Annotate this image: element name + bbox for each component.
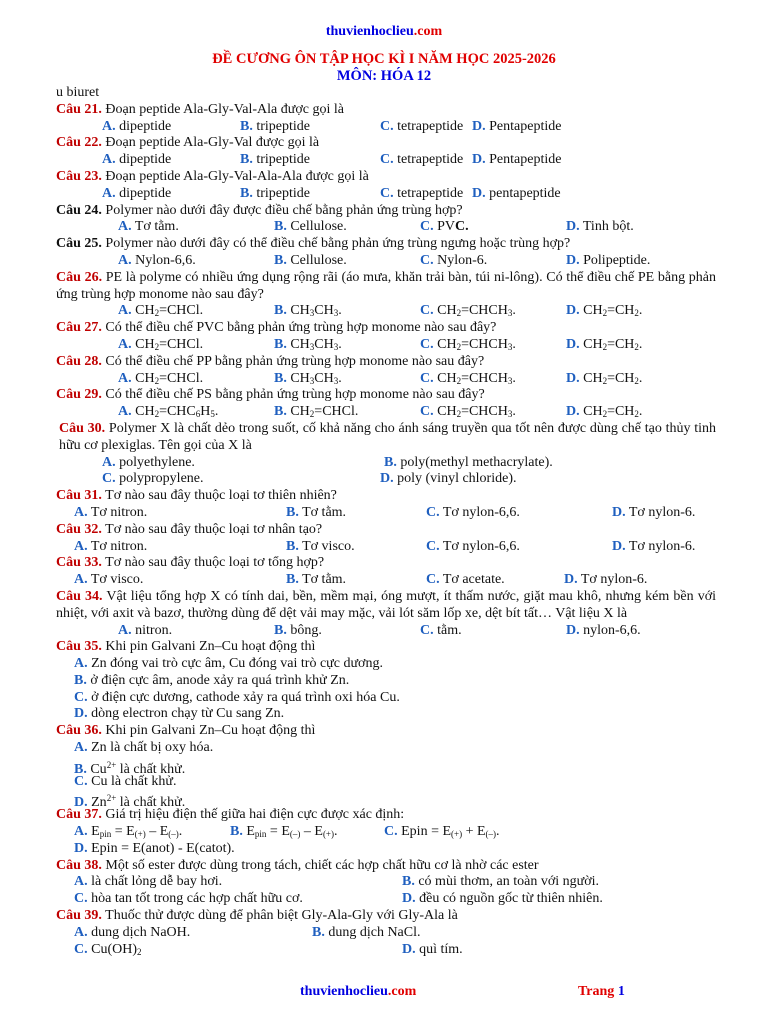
option-c: C. $Cu(OH)_2$ — [74, 941, 142, 957]
option-d: D. Tơ nylon-6. — [612, 538, 696, 554]
option-a: A. nitron. — [118, 622, 173, 638]
options-23 — [56, 186, 716, 203]
option-b: B. dung dịch NaCl. — [312, 924, 421, 940]
option-c: C. tetrapeptide — [380, 185, 464, 201]
option-b: B. có mùi thơm, an toàn với người. — [402, 874, 600, 890]
option-c: C. tetrapeptide — [380, 118, 464, 134]
question-number: Câu 31. — [56, 488, 102, 504]
question-24 — [56, 203, 716, 220]
option-b: B. poly(methyl methacrylate). — [384, 454, 553, 470]
option-a: A. $E_{pin} = E_{(+)} - E_{(-)}$. — [74, 824, 183, 840]
option-a: A. polyethylene. — [102, 454, 195, 470]
footer-site-tld: .com — [387, 984, 417, 999]
options-25 — [56, 253, 716, 270]
option-d: D. pentapeptide — [472, 185, 561, 201]
question-number: Câu 37. — [56, 807, 102, 823]
question-22 — [56, 135, 716, 152]
option-c: C. Cu là chất khử. — [74, 773, 177, 789]
options-32 — [56, 539, 716, 556]
page-label: Trang — [578, 984, 618, 999]
option-a: A. Zn là chất bị oxy hóa. — [74, 740, 214, 756]
question-34 — [56, 589, 716, 623]
question-text: Đoạn peptide Ala-Gly-Val-Ala-Ala được gọi là — [101, 168, 369, 184]
options-27 — [56, 337, 716, 354]
options-39-row2 — [56, 942, 716, 959]
options-24 — [56, 219, 716, 236]
option-d: D. Epin = E(anot) - E(catot). — [74, 840, 235, 856]
option-c: C. tằm. — [420, 622, 462, 638]
option-b: B. Tơ visco. — [286, 538, 355, 554]
option-c: C. polypropylene. — [102, 471, 204, 487]
option-a: A. dipeptide — [102, 152, 172, 168]
question-number: Câu 29. — [56, 387, 102, 403]
option-b: B. Cellulose. — [274, 252, 347, 268]
question-number: Câu 39. — [56, 908, 102, 924]
question-number: Câu 30. — [59, 420, 106, 436]
option-c: C. PVC. — [420, 219, 469, 235]
question-text: PE là polyme có nhiều ứng dụng rộng rãi (áo mưa, khăn trải bàn, túi ni-lông). Có thể điều chế PE bằng phản ứng trùng hợp monome nào sau đây? — [56, 269, 716, 302]
option-c: C. hòa tan tốt trong các hợp chất hữu cơ. — [74, 891, 303, 907]
page-number — [578, 984, 625, 1000]
options-39-row1 — [56, 925, 716, 942]
site-header[interactable] — [0, 24, 768, 40]
question-number: Câu 28. — [56, 353, 102, 369]
option-a: A. Zn đóng vai trò cực âm, Cu đóng vai trò cực dương. — [74, 656, 383, 672]
option-c: C. Epin = $E_{(+)} + E_{(-)}$. — [384, 824, 500, 840]
options-29 — [56, 404, 716, 421]
option-a: A. dung dịch NaOH. — [74, 924, 191, 940]
question-text: Tơ nào sau đây thuộc loại tơ tổng hợp? — [101, 555, 325, 571]
question-text: Khi pin Galvani Zn–Cu hoạt động thì — [101, 639, 316, 655]
document-title: ĐỀ CƯƠNG ÔN TẬP HỌC KÌ I NĂM HỌC 2025-2026 — [212, 51, 556, 67]
question-21 — [56, 102, 716, 119]
option-d: D. $Zn^{2+}$ là chất khử. — [74, 793, 186, 811]
question-39 — [56, 908, 716, 925]
option-d: D. $CH_2=CH_2$. — [566, 303, 643, 319]
option-a: A. $CH_2=CHCl$. — [118, 370, 204, 386]
question-25 — [56, 236, 716, 253]
option-a: A. $CH_2=CHCl$. — [118, 303, 204, 319]
site-footer[interactable] — [300, 984, 416, 1000]
question-30 — [56, 421, 716, 455]
question-23 — [56, 169, 716, 186]
option-d: D. poly (vinyl chloride). — [380, 471, 517, 487]
question-text: Polymer nào dưới đây được điều chế bằng phản ứng trùng hợp? — [101, 202, 463, 218]
question-number: Câu 22. — [56, 135, 102, 151]
option-b: B. $Cu^{2+}$ là chất khử. — [74, 759, 186, 777]
question-28 — [56, 354, 716, 371]
option-c: C. ở điện cực dương, cathode xảy ra quá trình oxi hóa Cu. — [74, 689, 400, 705]
option-d: D. Tơ nylon-6. — [564, 572, 648, 588]
page-number-value: 1 — [617, 984, 625, 999]
option-c: C. tetrapeptide — [380, 152, 464, 168]
option-c: C. Tơ nylon-6,6. — [426, 538, 520, 554]
option-c: C. $CH_2=CHCH_3$. — [420, 303, 516, 319]
options-37 — [56, 824, 716, 841]
question-29 — [56, 387, 716, 404]
option-a: A. dipeptide — [102, 118, 172, 134]
footer-site-name: thuvienhoclieu — [300, 984, 388, 999]
option-c: C. Tơ nylon-6,6. — [426, 504, 520, 520]
option-a: A. dipeptide — [102, 185, 172, 201]
option-d: D. $CH_2=CH_2$. — [566, 370, 643, 386]
question-text: Vật liệu tổng hợp X có tính dai, bền, mềm mại, óng mượt, ít thấm nước, giặt mau khô, nhưng kém bền với nhiệt, với axit và bazơ, thường dùng để dệt vải may mặc, vải lót săm lốp xe, dệt bít tất… Vật liệu X là — [56, 588, 716, 621]
question-number: Câu 33. — [56, 555, 102, 571]
options-34 — [56, 623, 716, 640]
option-d: D. Pentapeptide — [472, 152, 562, 168]
option-a: A. Tơ nitron. — [74, 504, 148, 520]
question-number: Câu 38. — [56, 857, 102, 873]
question-26 — [56, 270, 716, 304]
question-32 — [56, 522, 716, 539]
question-text: Tơ nào sau đây thuộc loại tơ thiên nhiên? — [101, 488, 337, 504]
option-b: B. tripeptide — [240, 152, 310, 168]
option-d: D. Tinh bột. — [566, 219, 634, 235]
question-number: Câu 25. — [56, 236, 102, 252]
option-a: A. Tơ nitron. — [74, 538, 148, 554]
option-b: B. bông. — [274, 622, 322, 638]
question-38 — [56, 858, 716, 875]
question-text: Polymer nào dưới đây có thể điều chế bằng phản ứng trùng ngưng hoặc trùng hợp? — [101, 236, 571, 252]
question-text: Giá trị hiệu điện thế giữa hai điện cực được xác định: — [101, 807, 405, 823]
option-b: B. $E_{pin} = E_{(-)} - E_{(+)}$. — [230, 824, 338, 840]
site-name: thuvienhoclieu — [325, 24, 414, 39]
question-35 — [56, 639, 716, 656]
question-number: Câu 24. — [56, 202, 102, 218]
question-33 — [56, 555, 716, 572]
site-tld: .com — [413, 24, 443, 39]
option-d: D. đều có nguồn gốc từ thiên nhiên. — [402, 891, 603, 907]
question-text: Khi pin Galvani Zn–Cu hoạt động thì — [101, 723, 316, 739]
question-number: Câu 21. — [56, 101, 102, 117]
option-b: B. Cellulose. — [274, 219, 347, 235]
option-d: D. Polipeptide. — [566, 252, 651, 268]
option-d: D. nylon-6,6. — [566, 622, 641, 638]
option-a: A. $CH_2=CHCl$. — [118, 336, 204, 352]
option-d: D. dòng electron chạy từ Cu sang Zn. — [74, 706, 285, 722]
option-b: B. Tơ tằm. — [286, 572, 347, 588]
options-26 — [56, 303, 716, 320]
options-31 — [56, 505, 716, 522]
option-a: A. Tơ visco. — [74, 572, 144, 588]
question-text: Có thể điều chế PVC bằng phản ứng trùng hợp monome nào sau đây? — [101, 320, 497, 336]
option-a: A. $CH_2=CHC_6H_5$. — [118, 404, 219, 420]
option-c: C. $CH_2=CHCH_3$. — [420, 370, 516, 386]
option-b: B. $CH_3CH_3$. — [274, 303, 342, 319]
option-d: D. $CH_2=CH_2$. — [566, 404, 643, 420]
option-b: B. $CH_2=CHCl$. — [274, 404, 359, 420]
option-d: D. Pentapeptide — [472, 118, 562, 134]
question-number: Câu 32. — [56, 521, 102, 537]
question-text: Đoạn peptide Ala-Gly-Val-Ala được gọi là — [101, 101, 344, 117]
option-c: C. $CH_2=CHCH_3$. — [420, 404, 516, 420]
options-38-row1 — [56, 874, 716, 891]
option-b: B. tripeptide — [240, 118, 310, 134]
option-d: D. quì tím. — [402, 941, 463, 957]
question-text: Polymer X là chất dẻo trong suốt, cố khả năng cho ánh sáng truyền qua tốt nên được dùng chế tạo thủy tinh hữu cơ plexiglas. Tên gọi của X là — [59, 420, 717, 453]
options-30-row2 — [56, 471, 716, 488]
question-text: Thuốc thử được dùng để phân biệt Gly-Ala-Gly với Gly-Ala là — [101, 908, 458, 924]
question-number: Câu 27. — [56, 320, 102, 336]
option-b: B. $CH_3CH_3$. — [274, 336, 342, 352]
question-37 — [56, 807, 716, 824]
question-31 — [56, 488, 716, 505]
option-b: B. tripeptide — [240, 185, 310, 201]
option-c: C. Tơ acetate. — [426, 572, 505, 588]
option-a: A. Nylon-6,6. — [118, 252, 196, 268]
question-number: Câu 26. — [56, 269, 103, 285]
question-text: Tơ nào sau đây thuộc loại tơ nhân tạo? — [101, 521, 323, 537]
option-d: D. $CH_2=CH_2$. — [566, 336, 643, 352]
option-d: D. Tơ nylon-6. — [612, 504, 696, 520]
subject-title: MÔN: HÓA 12 — [336, 68, 432, 84]
options-30-row1 — [56, 455, 716, 472]
option-b: B. $CH_3CH_3$. — [274, 370, 342, 386]
option-a: A. Tơ tằm. — [118, 219, 179, 235]
lead-fragment: u biuret — [56, 85, 100, 100]
option-c: C. Nylon-6. — [420, 252, 488, 268]
question-text: Đoạn peptide Ala-Gly-Val được gọi là — [101, 135, 320, 151]
question-number: Câu 23. — [56, 168, 102, 184]
option-a: A. là chất lỏng dễ bay hơi. — [74, 874, 223, 890]
option-b: B. ở điện cực âm, anode xảy ra quá trình khử Zn. — [74, 672, 350, 688]
question-number: Câu 35. — [56, 639, 102, 655]
question-number: Câu 34. — [56, 588, 103, 604]
option-b: B. Tơ tằm. — [286, 504, 347, 520]
options-22 — [56, 152, 716, 169]
question-27 — [56, 320, 716, 337]
question-list — [56, 85, 716, 958]
question-number: Câu 36. — [56, 723, 102, 739]
options-28 — [56, 371, 716, 388]
options-33 — [56, 572, 716, 589]
question-36 — [56, 723, 716, 740]
options-38-row2 — [56, 891, 716, 908]
question-text: Có thể điều chế PS bằng phản ứng trùng hợp monome nào sau đây? — [101, 387, 485, 403]
option-c: C. $CH_2=CHCH_3$. — [420, 336, 516, 352]
options-21 — [56, 119, 716, 136]
question-text: Một số ester được dùng trong tách, chiết các hợp chất hữu cơ là nhờ các ester — [101, 857, 539, 873]
question-text: Có thể điều chế PP bằng phản ứng trùng hợp monome nào sau đây? — [101, 353, 485, 369]
